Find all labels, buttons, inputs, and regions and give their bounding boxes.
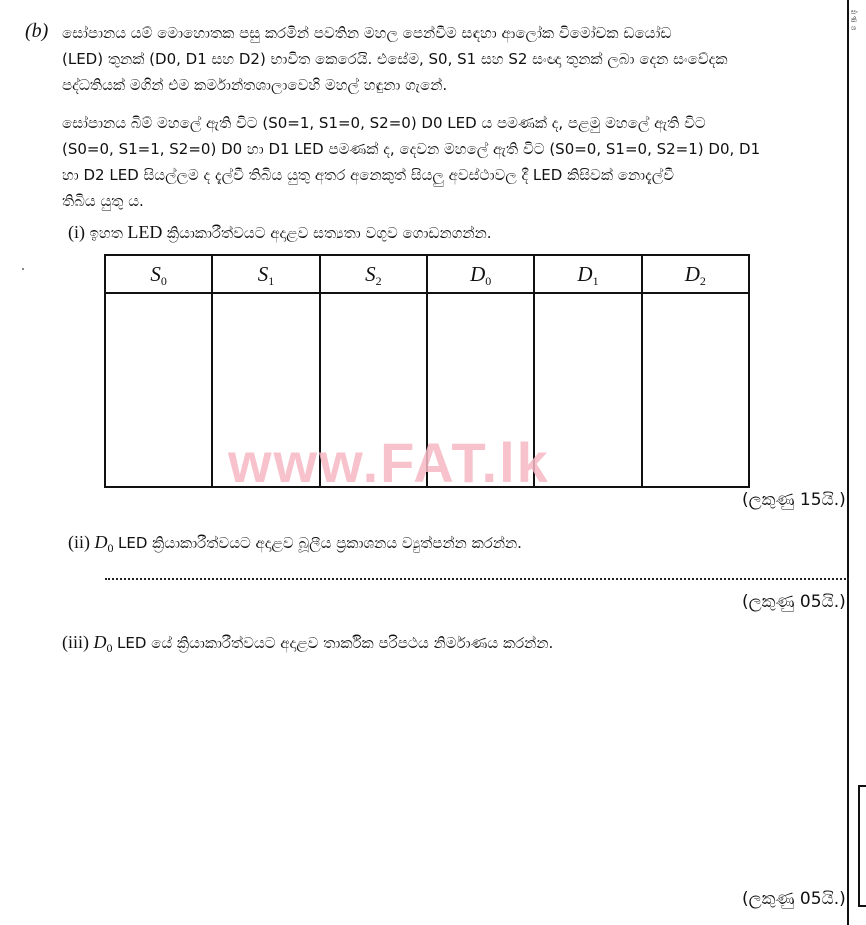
answer-line[interactable] — [105, 578, 849, 580]
condition-line-1: සෝපානය බිම් මහලේ ඇති විට (S0=1, S1=0, S2=0) D0 LED ය පමණක් ද, පළමු මහලේ ඇති විට — [62, 114, 706, 132]
watermark: www.FAT.lk — [228, 431, 550, 494]
answer-cell-s0[interactable] — [105, 293, 212, 487]
header-s2: $S_2$ — [320, 255, 427, 293]
margin-rule — [847, 0, 849, 925]
marks-ii: (ලකුණු 05යි.) — [742, 592, 846, 612]
margin-marks-box — [858, 785, 866, 907]
intro-line-1: සෝපානය යම් මොහොතක පසු කරමින් පවතින මහල පෙන්වීම සඳහා ආලෝක විමෝචක ඩයෝඩ — [62, 24, 672, 42]
sub-question-i: (i) ඉහත LED ක්‍රියාකාරීත්වයට අදාළව සත්‍යතා වගුව ගොඩනගන්න. — [68, 222, 492, 242]
sub-question-number: (i) — [68, 222, 85, 242]
condition-line-4: තිබිය යුතු ය. — [62, 192, 144, 210]
scan-speck — [22, 268, 24, 270]
truth-table-header — [105, 255, 749, 293]
answer-cell-d1[interactable] — [534, 293, 641, 487]
answer-cell-s1[interactable] — [212, 293, 319, 487]
header-d0: $D_0$ — [427, 255, 534, 293]
header-d1: $D_1$ — [534, 255, 641, 293]
header-d2: $D_2$ — [642, 255, 749, 293]
intro-line-3: පද්ධතියක් මගින් එම කර්මාන්තශාලාවෙහි මහල් හඳුනා ගැනේ. — [62, 76, 448, 94]
truth-table — [104, 254, 750, 488]
condition-line-3: හා D2 LED සියල්ලම ද දැල්වී තිබිය යුතු අතර අනෙකුත් සියලු අවස්ථාවල දී LED කිසිවක් නොදැල්වී — [62, 166, 675, 184]
answer-cell-d0[interactable] — [427, 293, 534, 487]
marks-iii: (ලකුණු 05යි.) — [742, 889, 846, 909]
intro-line-2: (LED) තුනක් (D0, D1 සහ D2) භාවිත කෙරෙයි. එසේම, S0, S1 සහ S2 සංඥා තුනක් ලබා දෙන සංවේදක — [62, 50, 728, 68]
sub-question-number: (iii) — [62, 632, 89, 652]
header-s0: $S_0$ — [105, 255, 212, 293]
sub-question-ii: (ii) $D_0$ LED ක්‍රියාකාරීත්වයට අදාළව බූලීය ප්‍රකාශනය ව්‍යුත්පන්න කරන්න. — [68, 532, 522, 555]
header-s1: $S_1$ — [212, 255, 319, 293]
sub-question-iii: (iii) $D_0$ LED යේ ක්‍රියාකාරීත්වයට අදාළව තාර්කික පරිපථය නිර්මාණය කරන්න. — [62, 632, 554, 655]
marks-i: (ලකුණු 15යි.) — [742, 490, 846, 510]
answer-cell-d2[interactable] — [642, 293, 749, 487]
part-label: (b) — [25, 20, 49, 42]
answer-cell-s2[interactable] — [320, 293, 427, 487]
sub-question-number: (ii) — [68, 532, 90, 552]
margin-labels: සං කි ශ — [851, 8, 858, 32]
table-row — [105, 293, 749, 487]
condition-line-2: (S0=0, S1=1, S2=0) D0 හා D1 LED පමණක් ද, දෙවන මහලේ ඇති විට (S0=0, S1=0, S2=1) D0, D1 — [62, 140, 761, 158]
